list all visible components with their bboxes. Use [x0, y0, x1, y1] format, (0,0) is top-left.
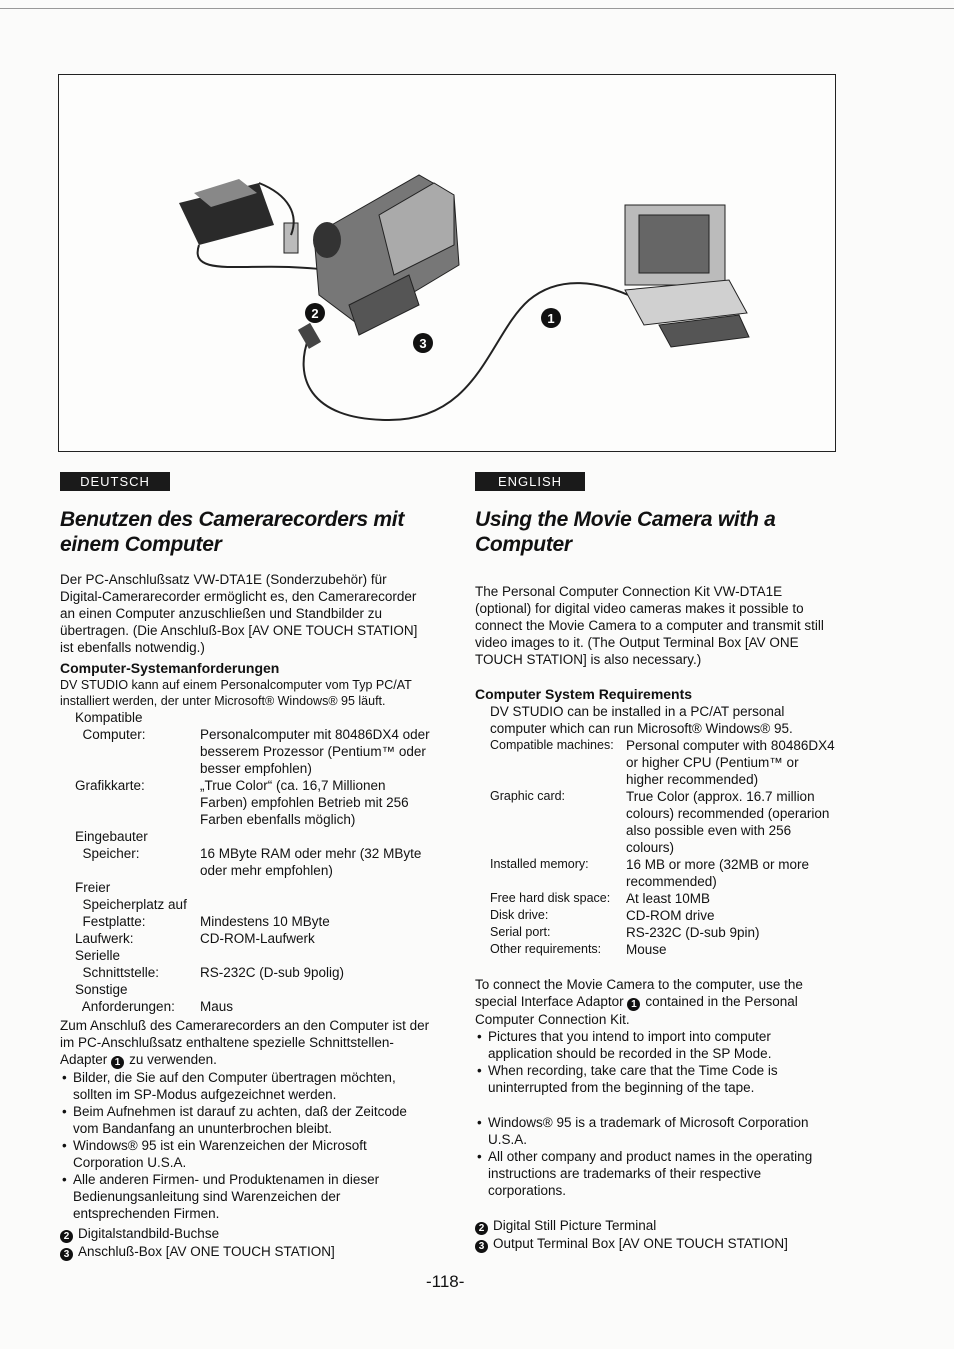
spec-label: Grafikkarte:	[75, 778, 145, 793]
legend-text: Digital Still Picture Terminal	[493, 1218, 657, 1233]
requirements-heading-de: Computer-Systemanforderungen	[60, 660, 280, 676]
page-number: -118-	[426, 1272, 465, 1291]
connect-pre-en: To connect the Movie Camera to the computer, use the special Interface Adaptor	[475, 977, 803, 1009]
de-spec-row	[60, 981, 430, 998]
de-spec-row	[60, 709, 430, 726]
spec-label: Graphic card:	[490, 789, 566, 803]
legend-de	[60, 1225, 430, 1261]
title-de: Benutzen des Camerarecorders mit einem Computer	[60, 508, 405, 556]
spec-label: Serial port:	[490, 925, 551, 939]
en-spec-row	[490, 941, 835, 958]
svg-text:1: 1	[547, 311, 555, 326]
spec-label: Other requirements:	[490, 942, 602, 956]
de-spec-row	[60, 930, 430, 947]
legend-item	[475, 1217, 835, 1235]
spec-value: True Color (approx. 16.7 million colours) recommended (operarion also possible even with 256 colours)	[626, 789, 830, 855]
legend-marker: 2	[475, 1222, 488, 1235]
legend-item	[475, 1235, 835, 1253]
connect-post-en: contained in the Personal Computer Connection Kit.	[475, 994, 798, 1027]
requirements-heading-en: Computer System Requirements	[475, 686, 693, 702]
spec-label: Kompatible	[75, 710, 143, 725]
svg-text:3: 3	[419, 336, 427, 351]
de-spec-row	[60, 777, 430, 828]
spec-value: CD-ROM drive	[626, 908, 715, 923]
connection-illustration	[58, 74, 836, 452]
requirements-table-de	[60, 709, 430, 1015]
top-rule	[0, 8, 954, 9]
connect-text-de	[60, 1017, 430, 1069]
german-column	[60, 472, 430, 1261]
spec-label: Anforderungen:	[75, 999, 175, 1014]
connect-text-en	[475, 976, 835, 1028]
spec-value: 16 MByte RAM oder mehr (32 MByte oder mehr empfohlen)	[200, 846, 422, 878]
spec-value: Personalcomputer mit 80486DX4 oder besserem Prozessor (Pentium™ oder besser empfohlen)	[200, 727, 430, 776]
spec-label: Festplatte:	[75, 914, 146, 929]
legend-marker: 3	[60, 1248, 73, 1261]
de-spec-row	[60, 998, 430, 1015]
spec-label: Sonstige	[75, 982, 128, 997]
spec-value: Personal computer with 80486DX4 or higher CPU (Pentium™ or higher recommended)	[626, 738, 835, 787]
legend-item	[60, 1225, 430, 1243]
intro-de: Der PC-Anschlußsatz VW-DTA1E (Sonderzubehör) für Digital-Camerarecorder ermöglicht es, den Camerarecorder an einen Computer anzuschließen und Standbilder zu übertragen. (Die Anschluß-Box [AV ONE TOUCH STATION] ist ebenfalls notwendig.)	[60, 572, 418, 655]
de-spec-row	[60, 964, 430, 981]
spec-label: Disk drive:	[490, 908, 549, 922]
requirements-table-en	[490, 737, 835, 958]
spec-label: Speicherplatz auf	[75, 897, 187, 912]
language-badge-de: DEUTSCH	[60, 472, 170, 491]
requirements-intro-de: DV STUDIO kann auf einem Personalcomputer vom Typ PC/AT installiert werden, der unter Microsoft® Windows® 95 läuft.	[60, 678, 412, 708]
de-spec-row	[60, 947, 430, 964]
spec-value	[200, 709, 430, 726]
spec-value: „True Color“ (ca. 16,7 Millionen Farben) empfohlen Betrieb mit 256 Farben ebenfalls möglich)	[200, 778, 409, 827]
list-item: • When recording, take care that the Time Code is uninterrupted from the beginning of the tape.	[475, 1062, 835, 1096]
spec-value	[200, 981, 430, 998]
de-spec-row	[60, 726, 430, 777]
en-spec-row	[490, 856, 835, 890]
spec-value: Mindestens 10 MByte	[200, 914, 330, 929]
requirements-intro-en: DV STUDIO can be installed in a PC/AT personal computer which can run Microsoft® Windows® 95.	[490, 704, 793, 736]
language-badge-en: ENGLISH	[475, 472, 585, 491]
en-spec-row	[490, 907, 835, 924]
spec-value	[200, 947, 430, 964]
spec-label: Compatible machines:	[490, 738, 614, 752]
trademarks-list-en	[475, 1114, 835, 1199]
list-item: • Windows® 95 ist ein Warenzeichen der Microsoft Corporation U.S.A.	[60, 1137, 430, 1171]
legend-marker: 3	[475, 1240, 488, 1253]
notes-list-en	[475, 1028, 835, 1096]
spec-label: Speicher:	[75, 846, 140, 861]
list-item: • Alle anderen Firmen- und Produktenamen in dieser Bedienungsanleitung sind Warenzeichen der entsprechenden Firmen.	[60, 1171, 430, 1222]
list-item: • Pictures that you intend to import into computer application should be recorded in the SP Mode.	[475, 1028, 835, 1062]
marker-2	[305, 303, 325, 323]
list-item: • Windows® 95 is a trademark of Microsoft Corporation U.S.A.	[475, 1114, 835, 1148]
de-spec-row	[60, 879, 430, 896]
spec-label: Serielle	[75, 948, 121, 963]
legend-text: Anschluß-Box [AV ONE TOUCH STATION]	[78, 1244, 335, 1259]
marker-1-inline-de: 1	[111, 1056, 124, 1069]
de-spec-row	[60, 913, 430, 930]
de-spec-row	[60, 845, 430, 879]
spec-value: At least 10MB	[626, 891, 711, 906]
marker-1	[541, 308, 561, 328]
legend-item	[60, 1243, 430, 1261]
list-item: • All other company and product names in the operating instructions are trademarks of their respective corporations.	[475, 1148, 835, 1199]
english-column	[475, 472, 835, 1253]
spec-label: Eingebauter	[75, 829, 148, 844]
title-en: Using the Movie Camera with a Computer	[475, 508, 776, 556]
spec-value: RS-232C (D-sub 9pin)	[626, 925, 760, 940]
spec-label: Computer:	[75, 727, 146, 742]
battery-charger	[179, 179, 298, 253]
en-spec-row	[490, 788, 835, 856]
connect-pre-de: Zum Anschluß des Camerarecorders an den Computer ist der im PC-Anschlußsatz enthaltene spezielle Schnittstellen-Adapter	[60, 1018, 430, 1067]
personal-computer	[625, 205, 749, 347]
camcorder	[298, 175, 459, 349]
list-item: • Bilder, die Sie auf den Computer übertragen möchten, sollten im SP-Modus aufgezeichnet werden.	[60, 1069, 430, 1103]
legend-marker: 2	[60, 1230, 73, 1243]
spec-label: Laufwerk:	[75, 931, 134, 946]
en-spec-row	[490, 924, 835, 941]
list-item: • Beim Aufnehmen ist darauf zu achten, daß der Zeitcode vom Bandanfang an ununterbrochen bleibt.	[60, 1103, 430, 1137]
spec-label: Installed memory:	[490, 857, 589, 871]
connection-diagram	[59, 75, 835, 451]
spec-value: CD-ROM-Laufwerk	[200, 931, 315, 946]
spec-value: Mouse	[626, 942, 667, 957]
connect-post-de: zu verwenden.	[129, 1052, 217, 1067]
notes-list-de	[60, 1069, 430, 1222]
de-spec-row	[60, 896, 430, 913]
spec-value: Maus	[200, 999, 234, 1014]
spec-value	[200, 828, 430, 845]
intro-en: The Personal Computer Connection Kit VW-DTA1E (optional) for digital video cameras makes it possible to connect the Movie Camera to a computer and transmit still video images to it. (The Output Terminal Box [AV ONE TOUCH STATION] is also necessary.)	[475, 584, 824, 667]
spec-value: RS-232C (D-sub 9polig)	[200, 965, 345, 980]
marker-1-inline-en: 1	[627, 998, 640, 1011]
spec-label: Free hard disk space:	[490, 891, 611, 905]
spec-value: 16 MB or more (32MB or more recommended)	[626, 857, 810, 889]
spec-label: Freier	[75, 880, 111, 895]
de-spec-row	[60, 828, 430, 845]
en-spec-row	[490, 890, 835, 907]
legend-text: Digitalstandbild-Buchse	[78, 1226, 220, 1241]
marker-3	[413, 333, 433, 353]
svg-text:2: 2	[311, 306, 319, 321]
en-spec-row	[490, 737, 835, 788]
legend-text: Output Terminal Box [AV ONE TOUCH STATION]	[493, 1236, 788, 1251]
spec-value	[200, 879, 430, 896]
spec-label: Schnittstelle:	[75, 965, 160, 980]
legend-en	[475, 1217, 835, 1253]
spec-value	[200, 896, 430, 913]
